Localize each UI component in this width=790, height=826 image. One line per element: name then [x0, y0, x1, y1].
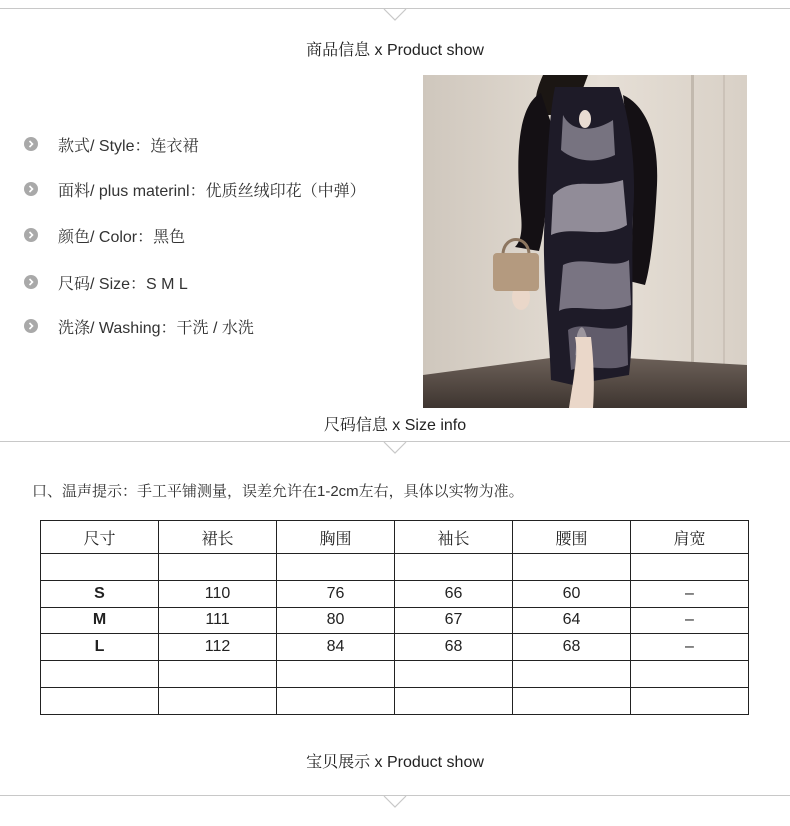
table-cell: S	[41, 580, 159, 607]
table-header-cell: 裙长	[159, 521, 277, 554]
table-cell	[277, 554, 395, 581]
table-cell: 67	[395, 607, 513, 634]
table-cell: 112	[159, 634, 277, 661]
table-cell: L	[41, 634, 159, 661]
chevron-right-icon	[24, 228, 38, 242]
chevron-right-icon	[24, 319, 38, 333]
table-cell	[395, 687, 513, 714]
table-header-cell: 尺寸	[41, 521, 159, 554]
chevron-right-icon	[24, 275, 38, 289]
table-cell: 68	[395, 634, 513, 661]
table-cell	[41, 687, 159, 714]
table-row	[41, 607, 749, 634]
table-header-cell: 胸围	[277, 521, 395, 554]
table-cell	[277, 687, 395, 714]
table-cell	[159, 554, 277, 581]
table-cell	[395, 661, 513, 688]
table-cell: 60	[513, 580, 631, 607]
table-cell: 76	[277, 580, 395, 607]
spec-item-label: 面料/ plus materinl：优质丝绒印花（中弹）	[58, 182, 366, 200]
table-header-row	[41, 521, 749, 554]
chevron-down-icon	[383, 8, 407, 22]
spec-item-size	[24, 270, 188, 294]
table-cell: –	[631, 580, 749, 607]
product-info-title: 商品信息 x Product show	[306, 42, 484, 59]
spec-item-material	[24, 177, 366, 201]
table-cell	[513, 687, 631, 714]
table-cell: 68	[513, 634, 631, 661]
table-cell	[41, 554, 159, 581]
table-cell	[159, 687, 277, 714]
table-row	[41, 554, 749, 581]
table-cell: M	[41, 607, 159, 634]
chevron-right-icon	[24, 137, 38, 151]
spec-item-label: 尺码/ Size：S M L	[58, 275, 188, 293]
table-cell	[159, 661, 277, 688]
table-row	[41, 687, 749, 714]
size-table	[40, 520, 749, 715]
table-cell	[513, 661, 631, 688]
table-header-cell: 肩宽	[631, 521, 749, 554]
table-cell	[41, 661, 159, 688]
spec-item-style	[24, 132, 198, 156]
table-cell: 64	[513, 607, 631, 634]
table-row	[41, 634, 749, 661]
product-photo	[423, 75, 747, 408]
table-cell	[277, 661, 395, 688]
table-cell: 111	[159, 607, 277, 634]
chevron-down-icon	[383, 441, 407, 455]
table-header-cell: 腰围	[513, 521, 631, 554]
table-cell: –	[631, 607, 749, 634]
chevron-right-icon	[24, 182, 38, 196]
table-cell: 110	[159, 580, 277, 607]
table-cell	[631, 661, 749, 688]
table-cell: 84	[277, 634, 395, 661]
product-show-title: 宝贝展示 x Product show	[306, 754, 484, 771]
table-header-cell: 袖长	[395, 521, 513, 554]
spec-item-color	[24, 223, 185, 247]
table-row	[41, 580, 749, 607]
table-cell	[631, 687, 749, 714]
table-cell	[395, 554, 513, 581]
size-info-title: 尺码信息 x Size info	[323, 417, 467, 434]
table-cell: 66	[395, 580, 513, 607]
table-cell: –	[631, 634, 749, 661]
spec-item-label: 洗涤/ Washing：干洗 / 水洗	[58, 319, 254, 337]
table-cell	[513, 554, 631, 581]
spec-item-label: 颜色/ Color：黑色	[58, 228, 186, 246]
measurement-tip: 口、温声提示：手工平铺测量，误差允许在1-2cm左右，具体以实物为准。	[32, 483, 524, 500]
spec-item-label: 款式/ Style：连衣裙	[58, 137, 199, 155]
spec-item-washing	[24, 314, 254, 338]
table-cell: 80	[277, 607, 395, 634]
chevron-down-icon	[383, 795, 407, 809]
table-row	[41, 661, 749, 688]
table-cell	[631, 554, 749, 581]
